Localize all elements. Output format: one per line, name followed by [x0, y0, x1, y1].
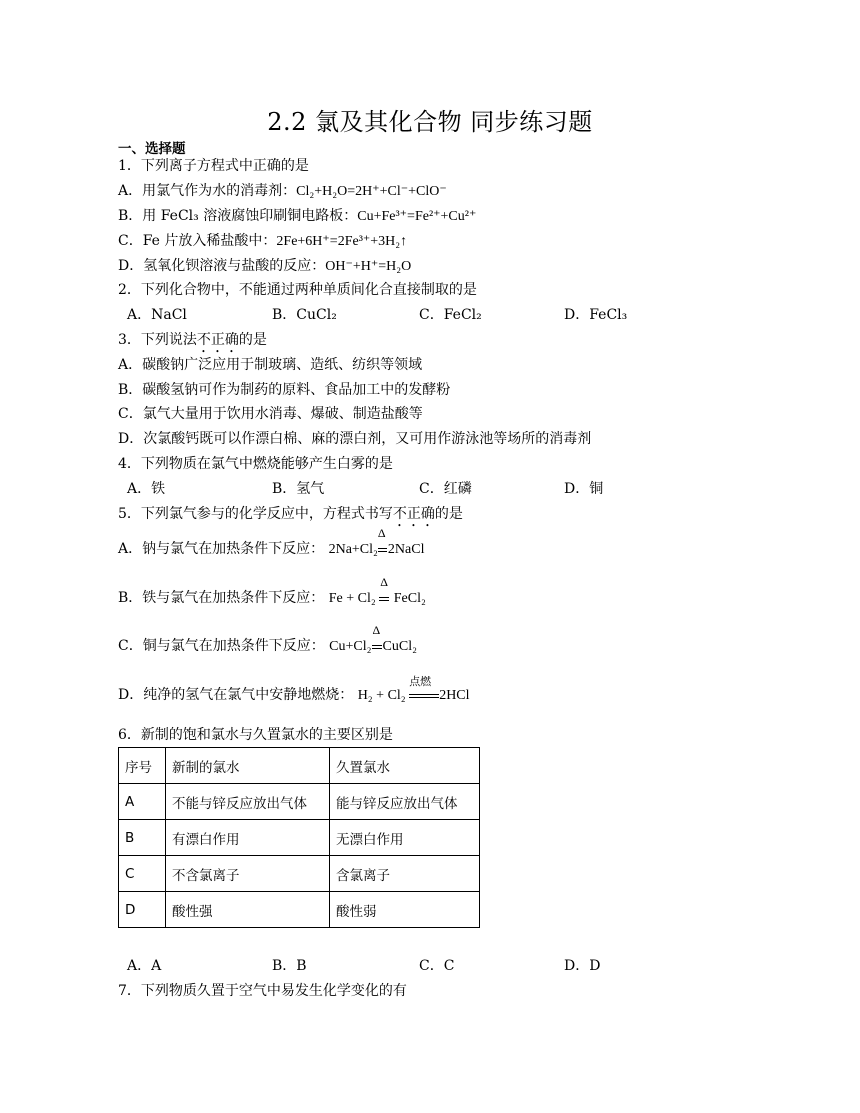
q5-c-equation: [329, 623, 417, 655]
q5-d-equation: [357, 676, 470, 704]
table-cell: B: [119, 820, 166, 856]
table-header-cell: 新制的氯水: [166, 748, 330, 784]
ignite-label: 点燃: [409, 676, 432, 688]
table-cell: C: [119, 856, 166, 892]
q2-option-a: A．NaCl: [127, 307, 187, 323]
q1-d-equation: OH⁻+H⁺=H₂O: [325, 259, 412, 274]
q5-a-equation: [328, 526, 425, 558]
page-title: 2.2 氯及其化合物 同步练习题: [267, 108, 593, 136]
q1-option-d: [118, 255, 411, 275]
q5-option-b: [118, 575, 426, 607]
equals-line-a: [378, 548, 387, 552]
q6-option-a: A．A: [127, 958, 162, 974]
q4-option-b: B．氢气: [272, 481, 325, 497]
table-cell: D: [119, 892, 166, 928]
q5-option-a: [118, 526, 425, 558]
q2-option-b: B．CuCl₂: [272, 307, 337, 323]
q5-b-products: FeCl₂: [393, 591, 426, 606]
table-header-cell: 久置氯水: [330, 748, 480, 784]
table-cell: 能与锌反应放出气体: [330, 784, 480, 820]
heat-symbol-a: Δ: [377, 526, 386, 540]
q5-c-products: CuCl₂: [382, 639, 417, 654]
table-cell: 不含氯离子: [166, 856, 330, 892]
q3-stem: [118, 329, 267, 356]
equals-line-c: [372, 645, 382, 649]
q1-b-equation: Cu+Fe³⁺=Fe²⁺+Cu²⁺: [357, 209, 477, 224]
section-heading: 一、选择题: [118, 141, 186, 157]
q5-b-reactants: Fe + Cl₂: [328, 591, 376, 606]
q5-option-c: [118, 623, 417, 655]
q3-option-d: D．次氯酸钙既可以作漂白棉、麻的漂白剂，又可用作游泳池等场所的消毒剂: [118, 431, 592, 447]
q3-option-c: C．氯气大量用于饮用水消毒、爆破、制造盐酸等: [118, 406, 423, 422]
table-cell: 无漂白作用: [330, 820, 480, 856]
q5-stem-emphasis: 不正确: [392, 506, 435, 522]
q6-option-c: C．C: [419, 958, 455, 974]
q1-option-a: [118, 180, 447, 200]
q3-option-b: B．碳酸氢钠可作为制药的原料、食品加工中的发酵粉: [118, 382, 451, 398]
q5-d-text: D．纯净的氢气在氯气中安静地燃烧：: [118, 687, 354, 703]
q3-stem-end: 的是: [238, 332, 267, 348]
q1-a-text: A．用氯气作为水的消毒剂：: [118, 183, 297, 199]
heat-symbol-c: Δ: [372, 623, 381, 637]
q5-a-products: 2NaCl: [387, 542, 425, 557]
table-row: [119, 892, 480, 928]
q5-d-reactants: H₂ + Cl₂: [357, 688, 406, 703]
q1-b-text: B．用 FeCl₃ 溶液腐蚀印刷铜电路板：: [118, 208, 358, 224]
q5-c-reactants: Cu+Cl₂: [329, 639, 372, 654]
q1-option-c: [118, 230, 407, 250]
q2-option-c: C．FeCl₂: [419, 307, 482, 323]
q7-stem: 7．下列物质久置于空气中易发生化学变化的有: [118, 983, 407, 999]
q5-a-text: A．钠与氯气在加热条件下反应：: [118, 541, 325, 557]
heat-symbol-b: Δ: [380, 575, 388, 589]
q5-c-text: C．铜与氯气在加热条件下反应：: [118, 638, 325, 654]
q1-d-text: D．氢氧化钡溶液与盐酸的反应：: [118, 258, 326, 274]
q2-options: [127, 304, 747, 324]
q4-option-c: C．红磷: [419, 481, 472, 497]
q4-options: [127, 478, 747, 498]
q2-stem: 2．下列化合物中，不能通过两种单质间化合直接制取的是: [118, 282, 477, 298]
q5-stem: [118, 503, 463, 530]
table-header-cell: 序号: [119, 748, 166, 784]
q1-stem: 1．下列离子方程式中正确的是: [118, 158, 309, 174]
table-cell: 酸性弱: [330, 892, 480, 928]
q6-option-b: B．B: [272, 958, 307, 974]
q1-a-equation: Cl₂+H₂O=2H⁺+Cl⁻+ClO⁻: [296, 184, 447, 199]
q6-options: [127, 955, 747, 975]
q4-option-a: A．铁: [127, 481, 166, 497]
table-row: [119, 820, 480, 856]
equals-line-d: [409, 694, 439, 698]
q6-table: [118, 747, 480, 928]
q5-stem-end: 的是: [434, 506, 463, 522]
q3-stem-start: 3．下列说法: [118, 332, 197, 348]
table-header-row: [119, 748, 480, 784]
table-cell: 酸性强: [166, 892, 330, 928]
q1-option-b: [118, 205, 476, 225]
q4-stem: 4．下列物质在氯气中燃烧能够产生白雾的是: [118, 456, 393, 472]
table-row: [119, 856, 480, 892]
table-cell: 不能与锌反应放出气体: [166, 784, 330, 820]
q1-c-equation: 2Fe+6H⁺=2Fe³⁺+3H₂↑: [276, 234, 408, 249]
q5-option-d: [118, 676, 470, 704]
table-cell: 含氯离子: [330, 856, 480, 892]
q3-stem-emphasis: 不正确: [196, 332, 239, 348]
q2-option-d: D．FeCl₃: [564, 307, 628, 323]
q4-option-d: D．铜: [564, 481, 604, 497]
q5-d-products: 2HCl: [439, 688, 470, 703]
table-cell: A: [119, 784, 166, 820]
q6-option-d: D．D: [564, 958, 601, 974]
q1-c-text: C．Fe 片放入稀盐酸中：: [118, 233, 277, 249]
q3-option-a: A．碳酸钠广泛应用于制玻璃、造纸、纺织等领域: [118, 357, 423, 373]
table-cell: 有漂白作用: [166, 820, 330, 856]
q5-stem-start: 5．下列氯气参与的化学反应中，方程式书写: [118, 506, 393, 522]
q5-b-text: B．铁与氯气在加热条件下反应：: [118, 590, 325, 606]
equals-line-b: [379, 597, 389, 601]
q6-stem: 6．新制的饱和氯水与久置氯水的主要区别是: [118, 727, 393, 743]
table-row: [119, 784, 480, 820]
q5-a-reactants: 2Na+Cl₂: [328, 542, 378, 557]
q5-b-equation: [328, 575, 426, 607]
